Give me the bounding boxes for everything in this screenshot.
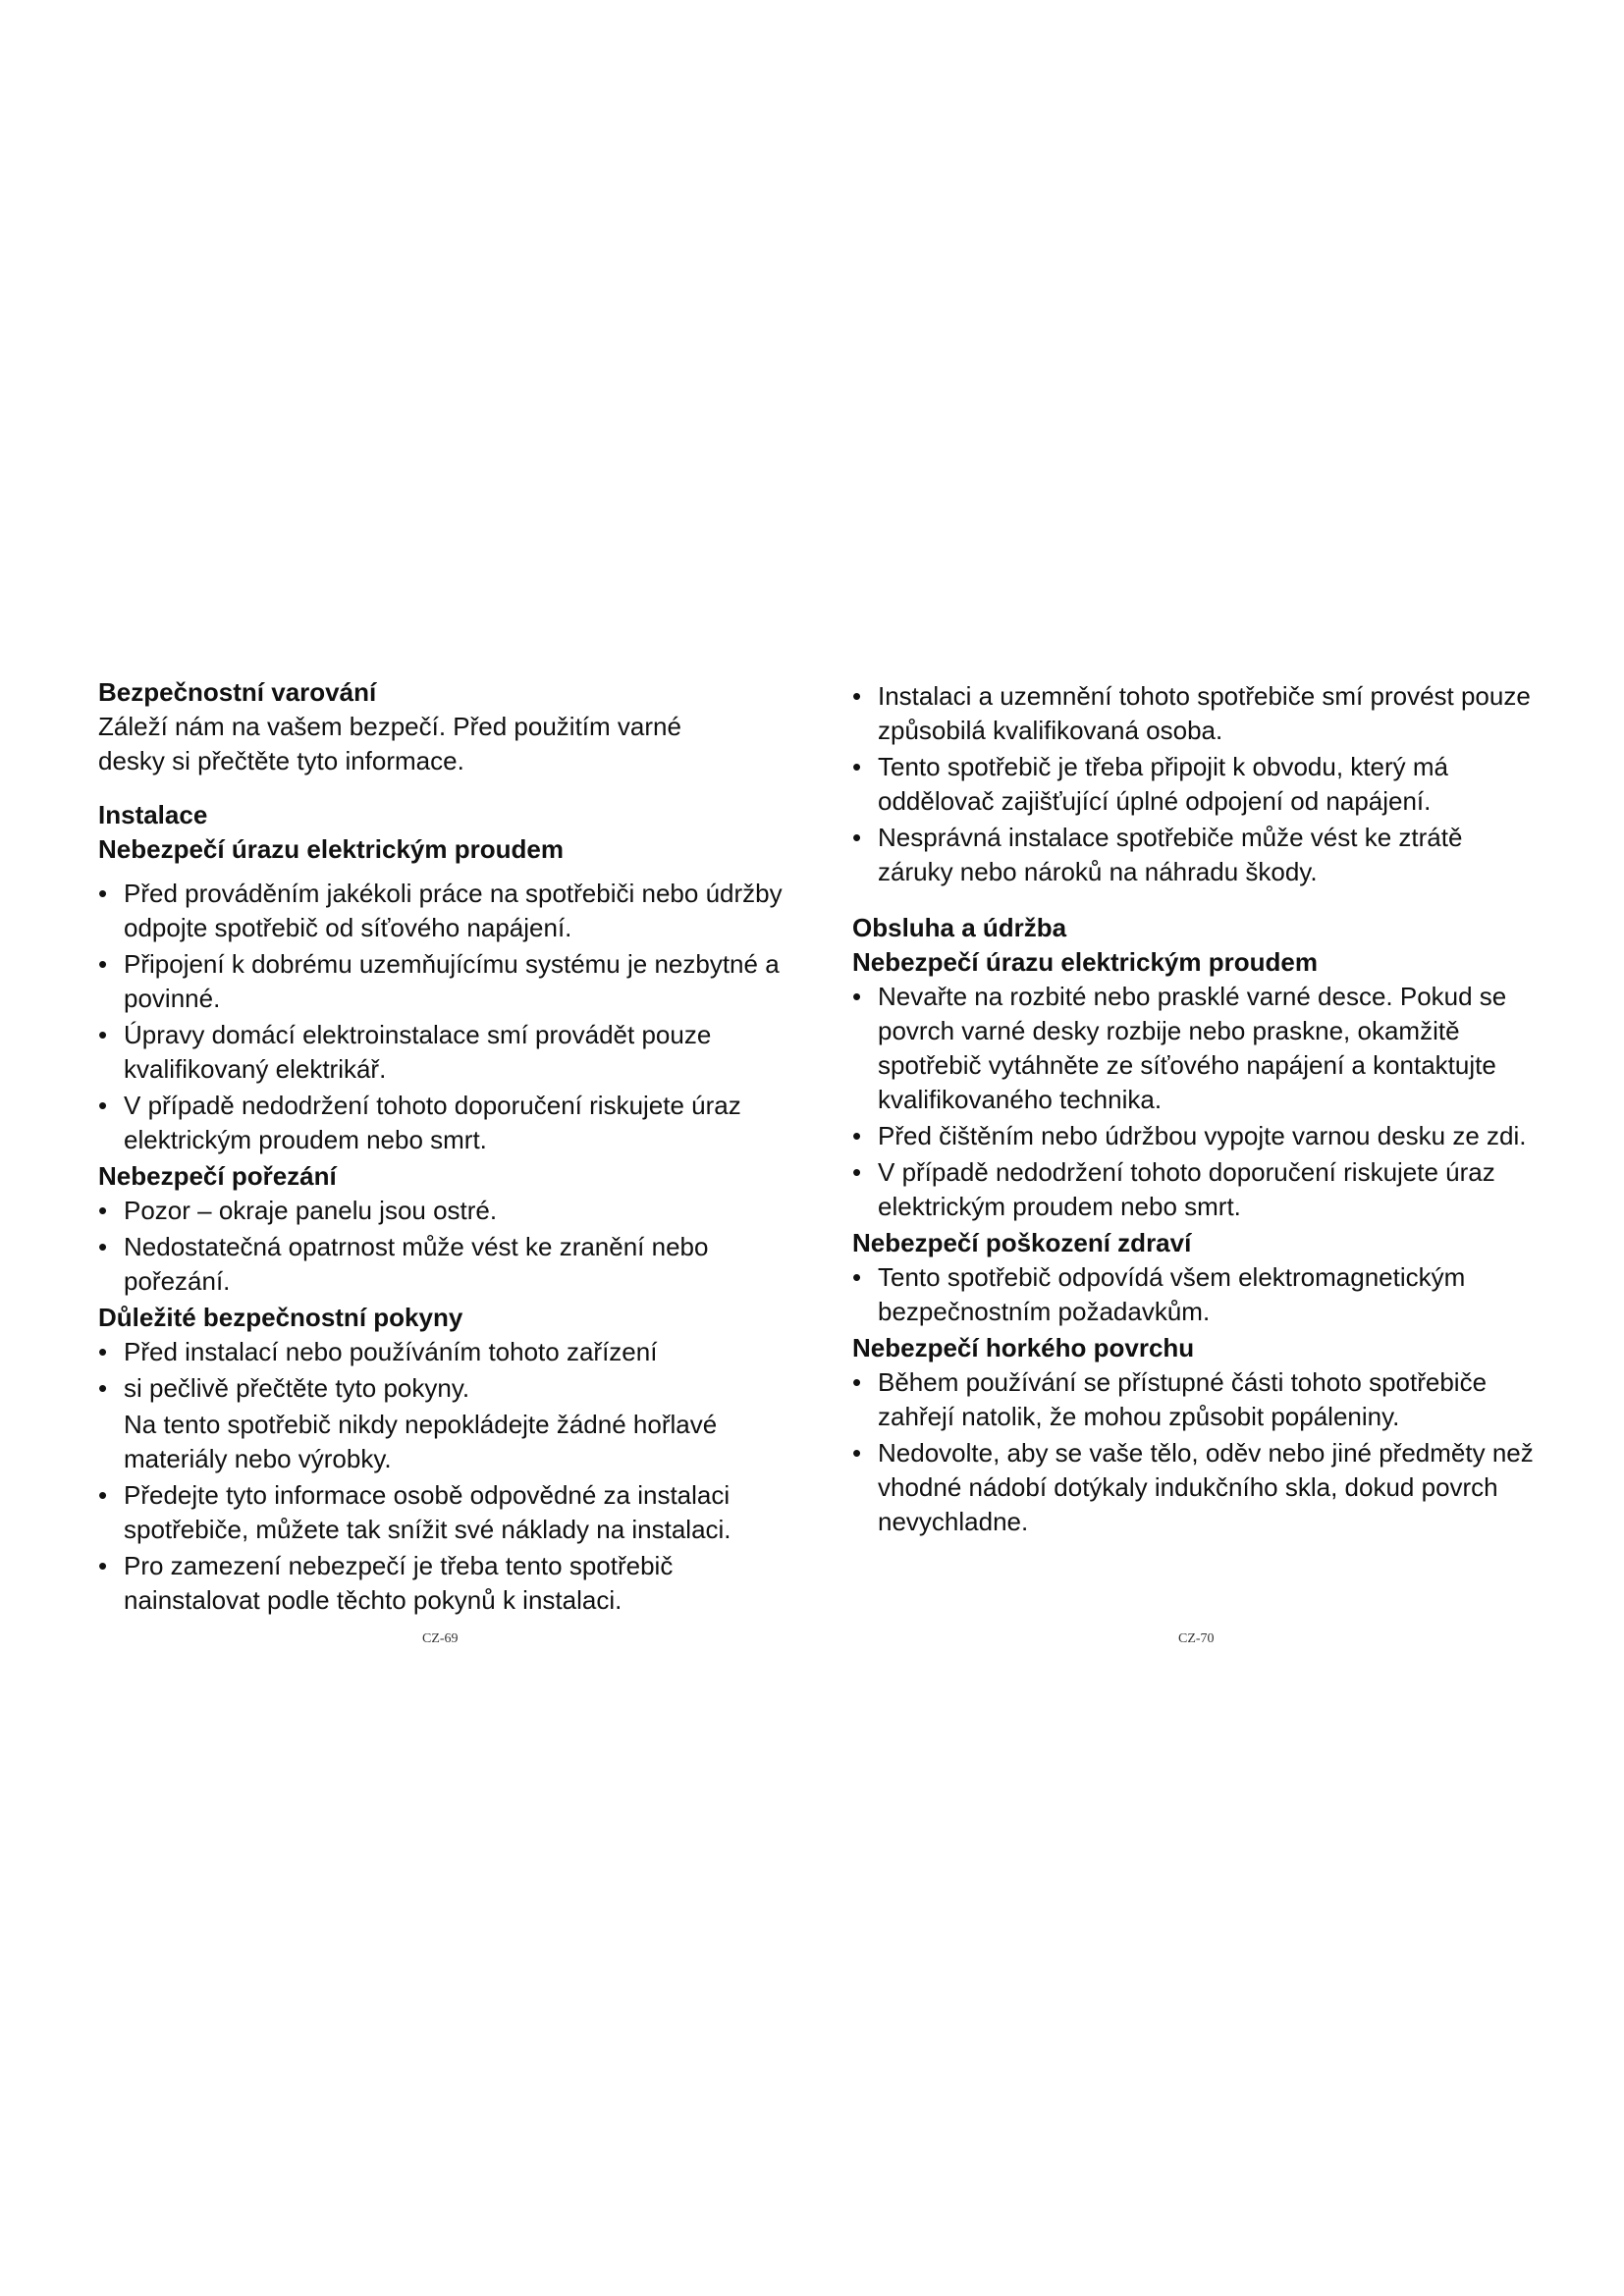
bullet-icon: •	[98, 1551, 108, 1580]
bullet-icon: •	[852, 752, 862, 781]
list-item: • Instalaci a uzemnění tohoto spotřebiče smí provést pouze způsobilá kvalifikovaná osoba.	[852, 681, 1531, 745]
electric-hazard-heading: Nebezpečí úrazu elektrickým proudem	[98, 834, 564, 864]
list-item: • Tento spotřebič je třeba připojit k obvodu, který má oddělovač zajišťující úplné odpojení od napájení.	[852, 752, 1448, 816]
bullet-icon: •	[852, 1262, 862, 1292]
left-page-column	[98, 675, 785, 1620]
bullet-icon: •	[98, 1091, 108, 1120]
bullet-icon: •	[852, 1157, 862, 1187]
page-number-right: CZ-70	[1178, 1631, 1215, 1646]
bullet-icon: •	[852, 681, 862, 711]
important-list	[98, 1335, 785, 1406]
electric-hazard-heading-2: Nebezpečí úrazu elektrickým proudem	[852, 947, 1318, 977]
bullet-icon: •	[852, 982, 862, 1011]
bullet-icon: •	[98, 1480, 108, 1510]
list-item: • Pozor – okraje panelu jsou ostré.	[98, 1194, 785, 1228]
list-item: • Pro zamezení nebezpečí je třeba tento spotřebič nainstalovat podle těchto pokynů k instalaci.	[98, 1551, 674, 1615]
bullet-icon: •	[98, 879, 108, 908]
bullet-icon: •	[852, 823, 862, 852]
list-item: • Nesprávná instalace spotřebiče může vést ke ztrátě záruky nebo nároků na náhradu škody.	[852, 823, 1463, 886]
service-heading: Obsluha a údržba	[852, 913, 1067, 942]
bullet-icon: •	[852, 1121, 862, 1150]
list-item: • si pečlivě přečtěte tyto pokyny.	[98, 1371, 785, 1406]
bullet-icon: •	[852, 1367, 862, 1397]
bullet-icon: •	[98, 1196, 108, 1225]
electric-hazard-list	[98, 877, 785, 1157]
important-instructions-heading: Důležité bezpečnostní pokyny	[98, 1303, 463, 1332]
list-item: • Během používání se přístupné části tohoto spotřebiče zahřejí natolik, že mohou způsobit popáleniny.	[852, 1367, 1488, 1431]
hot-surface-heading: Nebezpečí horkého povrchu	[852, 1333, 1195, 1362]
list-item: • Úpravy domácí elektroinstalace smí provádět pouze kvalifikovaný elektrikář.	[98, 1020, 712, 1084]
list-item: • Předejte tyto informace osobě odpovědné za instalaci spotřebiče, můžete tak snížit své náklady na instalaci.	[98, 1480, 731, 1544]
safety-title: Bezpečnostní varování	[98, 677, 377, 707]
list-item: • V případě nedodržení tohoto doporučení riskujete úraz elektrickým proudem nebo smrt.	[852, 1157, 1495, 1221]
list-item: • Tento spotřebič odpovídá všem elektromagnetickým bezpečnostním požadavkům.	[852, 1262, 1466, 1326]
cut-hazard-heading: Nebezpečí pořezání	[98, 1161, 337, 1191]
list-item: • Nevařte na rozbité nebo prasklé varné desce. Pokud se povrch varné desky rozbije nebo praskne, okamžitě spotřebič vytáhněte ze síťového napájení a kontaktujte kvalifikovaného technika.	[852, 982, 1507, 1114]
bullet-icon: •	[98, 949, 108, 979]
list-item: • Nedovolte, aby se vaše tělo, oděv nebo jiné předměty než vhodné nádobí dotýkaly indukčního skla, dokud povrch nevychladne.	[852, 1438, 1534, 1536]
health-hazard-heading: Nebezpečí poškození zdraví	[852, 1228, 1192, 1257]
service-electric-list	[852, 980, 1540, 1224]
list-item: • Před instalací nebo používáním tohoto zařízení	[98, 1335, 785, 1369]
page-number-left: CZ-69	[422, 1631, 459, 1646]
hot-surface-list	[852, 1365, 1540, 1539]
list-item: • Připojení k dobrému uzemňujícímu systému je nezbytné a povinné.	[98, 949, 780, 1013]
list-item: • Před čištěním nebo údržbou vypojte varnou desku ze zdi.	[852, 1119, 1540, 1153]
important-plain-text: Na tento spotřebič nikdy nepokládejte žádné hořlavé materiály nebo výrobky.	[124, 1410, 718, 1473]
list-item: • Nedostatečná opatrnost může vést ke zranění nebo pořezání.	[98, 1232, 709, 1296]
bullet-icon: •	[98, 1337, 108, 1366]
cut-hazard-list	[98, 1194, 785, 1299]
important-list-continued	[98, 1478, 785, 1618]
bullet-icon: •	[98, 1020, 108, 1049]
bullet-icon: •	[98, 1232, 108, 1261]
bullet-icon: •	[98, 1373, 108, 1403]
list-item: • V případě nedodržení tohoto doporučení riskujete úraz elektrickým proudem nebo smrt.	[98, 1091, 741, 1154]
safety-intro: Záleží nám na vašem bezpečí. Před použitím varné desky si přečtěte tyto informace.	[98, 712, 681, 775]
bullet-icon: •	[852, 1438, 862, 1468]
right-page-column	[852, 679, 1540, 1541]
install-continued-list	[852, 679, 1540, 889]
list-item: • Před prováděním jakékoli práce na spotřebiči nebo údržby odpojte spotřebič od síťového napájení.	[98, 879, 783, 942]
health-hazard-list	[852, 1260, 1540, 1329]
install-heading: Instalace	[98, 800, 208, 829]
